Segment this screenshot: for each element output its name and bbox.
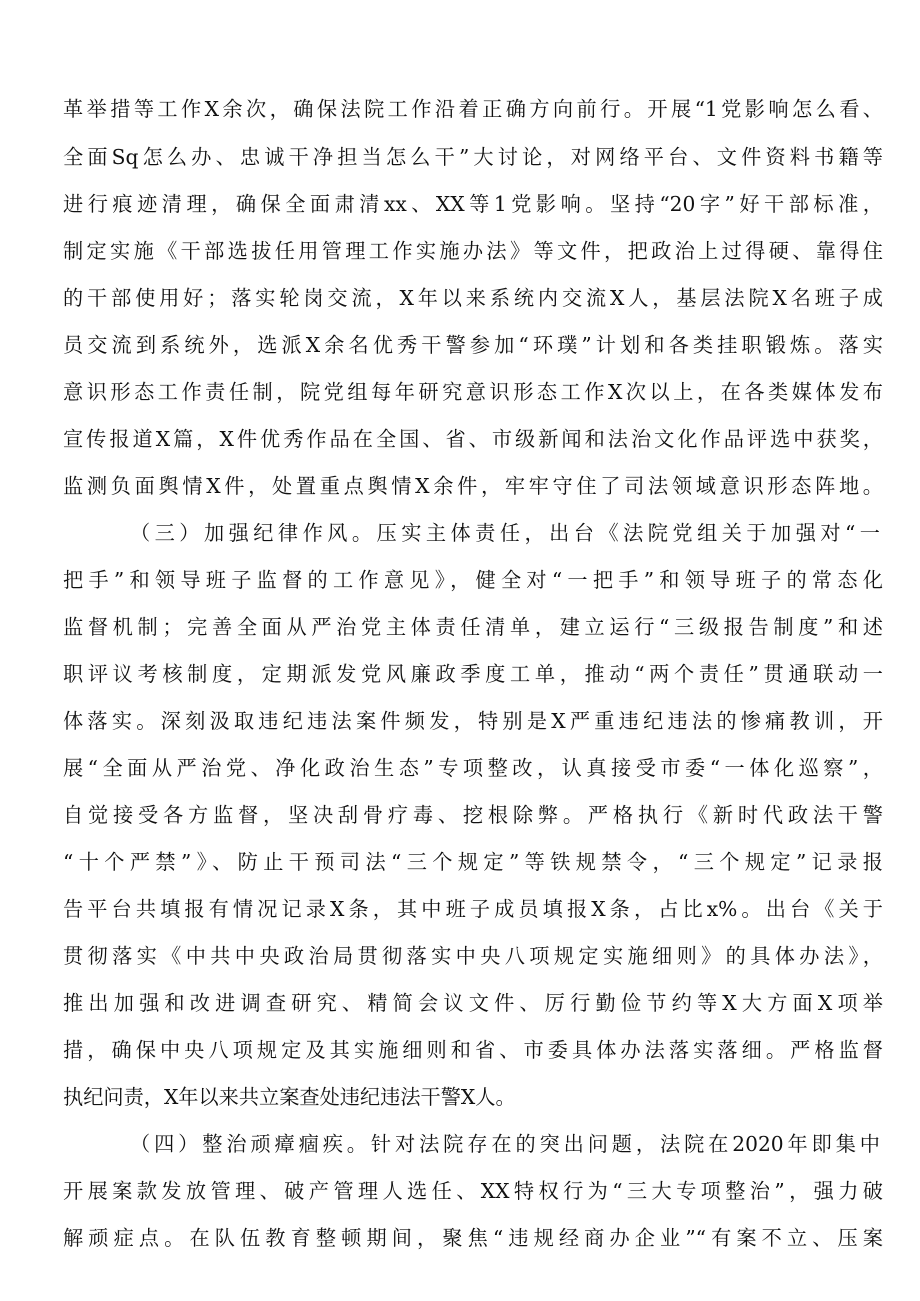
section-heading-line: （三）加强纪律作风。压实主体责任，出台《法院党组关于加强对“一 <box>130 521 880 545</box>
paragraph-line: 革举措等工作X余次，确保法院工作沿着正确方向前行。开展“1党影响怎么看、 <box>63 97 883 121</box>
paragraph-line: 员交流到系统外，选派X余名优秀干警参加“环璞”计划和各类挂职锻炼。落实 <box>63 333 883 357</box>
paragraph-line: 意识形态工作责任制，院党组每年研究意识形态工作X次以上，在各类媒体发布 <box>63 380 883 404</box>
paragraph-line: 把手”和领导班子监督的工作意见》，健全对“一把手”和领导班子的常态化 <box>63 568 883 592</box>
paragraph-line: 贯彻落实《中共中央政治局贯彻落实中央八项规定实施细则》的具体办法》， <box>63 944 883 968</box>
paragraph-line: 体落实。深刻汲取违纪违法案件频发，特别是X严重违纪违法的惨痛教训，开 <box>63 709 883 733</box>
paragraph-line: 制定实施《干部选拔任用管理工作实施办法》等文件，把政治上过得硬、靠得住 <box>63 239 883 263</box>
paragraph-line: 监测负面舆情X件，处置重点舆情X余件，牢牢守住了司法领域意识形态阵地。 <box>63 474 883 498</box>
paragraph-line: 执纪问责，X年以来共立案查处违纪违法干警X人。 <box>63 1085 516 1109</box>
paragraph-line: 展“全面从严治党、净化政治生态”专项整改，认真接受市委“一体化巡察”， <box>63 756 883 780</box>
paragraph-line: 解顽症点。在队伍教育整顿期间，聚焦“违规经商办企业”“有案不立、压案 <box>63 1226 883 1250</box>
paragraph-line: 进行痕迹清理，确保全面肃清xx、XX等1党影响。坚持“20字”好干部标准， <box>63 192 883 216</box>
paragraph-line: “十个严禁”》、防止干预司法“三个规定”等铁规禁令，“三个规定”记录报 <box>63 850 883 874</box>
paragraph-line: 职评议考核制度，定期派发党风廉政季度工单，推动“两个责任”贯通联动一 <box>63 662 883 686</box>
paragraph-line: 宣传报道X篇，X件优秀作品在全国、省、市级新闻和法治文化作品评选中获奖， <box>63 427 883 451</box>
paragraph-line: 告平台共填报有情况记录X条，其中班子成员填报X条，占比x%。出台《关于 <box>63 897 883 921</box>
paragraph-line: 全面Sq怎么办、忠诚干净担当怎么干”大讨论，对网络平台、文件资料书籍等 <box>63 145 883 169</box>
paragraph-line: 监督机制；完善全面从严治党主体责任清单，建立运行“三级报告制度”和述 <box>63 615 883 639</box>
paragraph-line: 自觉接受各方监督，坚决刮骨疗毒、挖根除弊。严格执行《新时代政法干警 <box>63 803 883 827</box>
paragraph-line: 推出加强和改进调查研究、精简会议文件、厉行勤俭节约等X大方面X项举 <box>63 991 883 1015</box>
paragraph-line: 开展案款发放管理、破产管理人选任、XX特权行为“三大专项整治”，强力破 <box>63 1179 883 1203</box>
paragraph-line: 的干部使用好；落实轮岗交流，X年以来系统内交流X人，基层法院X名班子成 <box>63 286 883 310</box>
section-heading-line: （四）整治顽瘴痼疾。针对法院存在的突出问题，法院在2020年即集中 <box>130 1132 880 1156</box>
paragraph-line: 措，确保中央八项规定及其实施细则和省、市委具体办法落实落细。严格监督 <box>63 1038 883 1062</box>
